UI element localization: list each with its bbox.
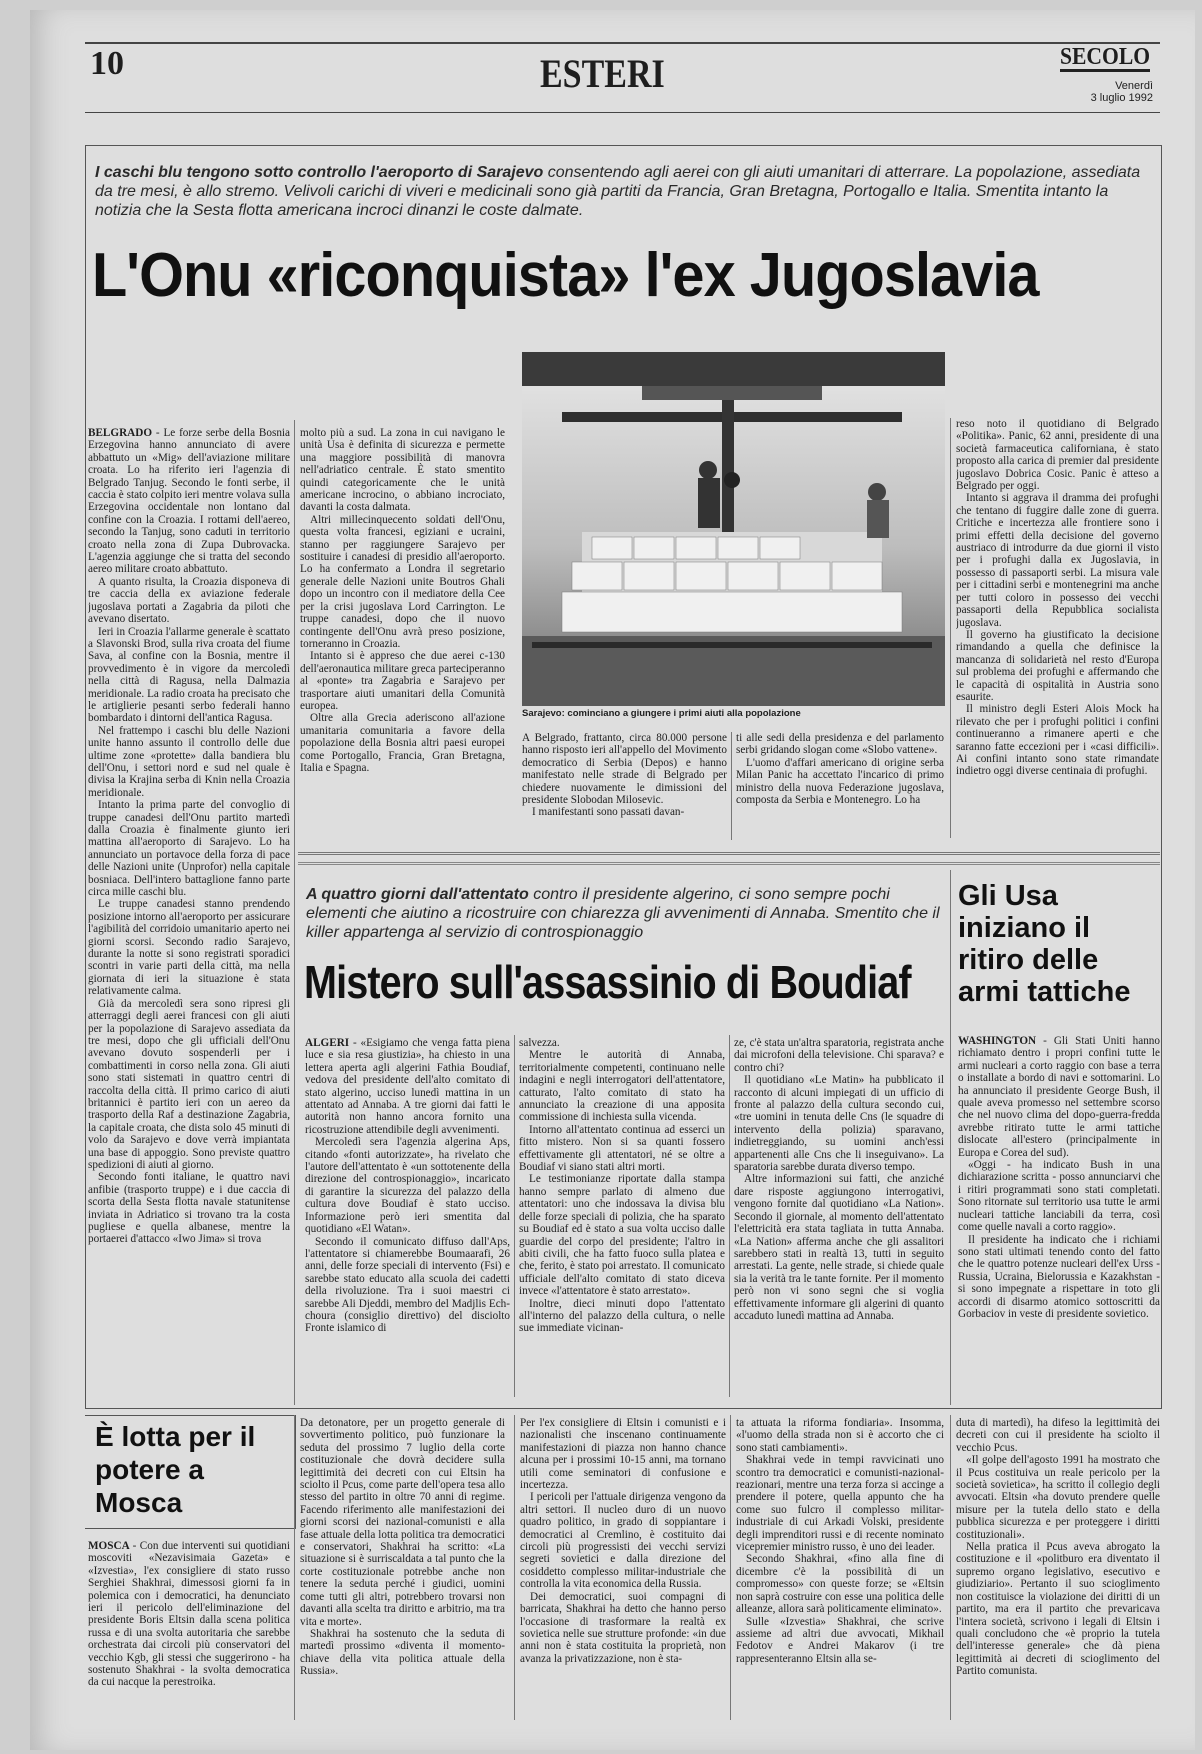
paragraph bbox=[734, 1037, 944, 1074]
paragraph-text: Oltre alla Grecia aderiscono all'azione umanitaria comunitaria a favore della popolazione della Bosnia altri paesi europei come Portogallo, Francia, Gran Bretagna, Italia e Spagna. bbox=[300, 712, 505, 774]
photo-caption: Sarajevo: cominciano a giungere i primi aiuti alla popolazione bbox=[522, 708, 801, 719]
column-divider bbox=[950, 418, 951, 838]
dateline: MOSCA bbox=[88, 1540, 133, 1552]
paragraph-text: Intorno all'attentato continua ad esserci un fitto mistero. Non si sa quanti fossero effettivamente gli attentatori, né se oltre a Boudiaf vi siano stati altri morti. bbox=[519, 1123, 725, 1174]
paragraph bbox=[305, 1037, 510, 1136]
main-article-intro bbox=[95, 163, 1145, 220]
paragraph-text: ti alle sedi della presidenza e del parlamento serbi gridando slogan come «Slobo vattene». bbox=[736, 732, 944, 757]
paragraph-text: Il governo ha giustificato la decisione rimandando a quella che definisce la mancanza di solidarietà nel resto d'Europa sul problema dei profughi e affermando che le capacità di ospitalità in Austria sono esaurite. bbox=[956, 628, 1159, 703]
paragraph-text: Altre informazioni sui fatti, che anziché dare risposte aggiungono interrogativi, vengono fornite dal quotidiano «La Nation». Secondo il giornale, al momento dell'attentato l'elettricità era stata tagliata in tutta Annaba. «La Nation» afferma anche che gli assalitori sarebbero stati in realtà 13, tutti in seguito arrestati. La gente, nelle strade, si chiede quale sia la verità tra le tante fornite. Per il momento però non vi sono segni che si voglia effettivamente informare gli algerini di quanto accaduto lunedì mattina ad Annaba. bbox=[734, 1173, 944, 1322]
mosca-col-1 bbox=[88, 1540, 290, 1718]
paragraph bbox=[736, 1454, 944, 1553]
paragraph-text: Shakhrai ha sostenuto che la seduta di martedì prossimo «diventa il momento-chiave della vita politica attuale della Russia». bbox=[300, 1627, 505, 1678]
paragraph-text: Per l'ex consigliere di Eltsin i comunisti e i nazionalisti che inscenano continuamente manifestazioni di piazza non hanno chance alcuna per i prossimi 10-15 anni, ma tornano utili come seminatori di confusione e incertezza. bbox=[520, 1417, 726, 1492]
intro-text: consentendo agli aerei con gli aiuti umanitari di atterrare. La popolazione, assediata da tre mesi, è allo stremo. Velivoli carichi di viveri e medicinali sono già partiti da Francia, Gran Bretagna, Portogallo e Italia. Smentita intanto la notizia che la Sesta flotta americana incroci dinanzi le coste dalmate. bbox=[95, 164, 1141, 219]
paragraph-text: Le testimonianze riportate dalla stampa hanno sempre parlato di almeno due attentatori: uno che indossava la divisa blu delle forze speciali di polizia, che ha sparato su Boudiaf ed è stato a sua volta ucciso dalle guardie del corpo del presidente; l'altro in abiti civili, che ha fatto fuoco sulla platea e che, ferito, è stato poi arrestato. Il comunicato ufficiale dell'alto comitato di stato diceva invece «l'attentatore è stato arrestato». bbox=[519, 1173, 725, 1298]
issue-date bbox=[1068, 80, 1153, 104]
usa-headline: Gli Usa iniziano il ritiro delle armi tattiche bbox=[958, 880, 1131, 1008]
intro-text: contro il presidente algerino, ci sono sempre pochi elementi che aiutino a ricostruire con chiarezza gli avvenimenti di Annaba. Smentito che il killer appartenga al servizio di controspionaggio bbox=[306, 886, 940, 941]
column-divider bbox=[514, 1035, 515, 1397]
paragraph-text: Mercoledì sera l'agenzia algerina Aps, citando «fonti autorizzate», ha rivelato che l'autore dell'attentato è «un sottotenente della direzione del controspionaggio», incaricato di garantire la sicurezza del palazzo della cultura dove Boudiaf è stato ucciso. Informazione però ieri smentita dal quotidiano «El Watan». bbox=[305, 1136, 510, 1236]
paragraph-text: Le truppe canadesi stanno prendendo posizione intorno all'aeroporto per assicurare l'agibilità del corridoio umanitario aperto nei giorni scorsi. Secondo radio Sarajevo, durante la notte si sono registrati sporadici scontri in varie parti della città, ma nella giornata di ieri la situazione è stata relativamente calma. bbox=[88, 898, 290, 998]
column-divider bbox=[294, 1415, 295, 1720]
paragraph bbox=[734, 1173, 944, 1322]
paragraph-text: Dei democratici, suoi compagni di barricata, Shakhrai ha detto che hanno perso l'occasione di trasformare la realtà ex sovietica nelle sue strutture profonde: «in due anni non è stata costituita la proprietà, non avanza la privatizzazione, non è sta- bbox=[520, 1590, 726, 1665]
paragraph bbox=[520, 1591, 726, 1665]
paragraph-text: - Gli Stati Uniti hanno richiamato dentro i propri confini tutte le armi nucleari a corto raggio con base a terra o installate a bordo di navi e sottomarini. Lo ha annunciato il presidente George Bush, il quale aveva promesso nel settembre scorso che nel nuovo clima del dopo-guerra-fredda avrebbe ritirato tutte le armi tattiche dislocate all'estero (principalmente in Europa e Corea del sud). bbox=[958, 1035, 1160, 1159]
paragraph-text: ze, c'è stata un'altra sparatoria, registrata anche dai microfoni della televisione. Chi sparava? e contro chi? bbox=[734, 1037, 944, 1074]
boudiaf-col-2 bbox=[519, 1037, 725, 1397]
mosca-col-2 bbox=[300, 1417, 505, 1720]
paragraph-text: Intanto si è appreso che due aerei c-130 dell'aeronautica militare greca parteciperanno al «ponte» tra Zagabria e Sarajevo per trasportare aiuti umanitari della Comunità europea. bbox=[300, 650, 505, 712]
dateline: ALGERI bbox=[305, 1037, 353, 1049]
page-number: 10 bbox=[90, 45, 124, 82]
column-divider bbox=[294, 420, 295, 1405]
paragraph-text: Sulle «Izvestia» Shakhrai, che scrive assieme ad altri due avvocati, Mikhail Fedotov e Andrei Makarov (i tre rappresenteranno Eltsin alla se- bbox=[736, 1615, 944, 1665]
boudiaf-intro bbox=[306, 885, 946, 942]
paragraph-text: «Oggi - ha indicato Bush in una dichiarazione scritta - posso annunciarvi che i ritiri programmati sono stati completati. Sono ritornate sul territorio usa tutte le armi nucleari tattiche lanciabili da terra, così come quelle navali a corto raggio». bbox=[958, 1159, 1160, 1234]
paragraph bbox=[522, 732, 727, 806]
main-headline: L'Onu «riconquista» l'ex Jugoslavia bbox=[92, 241, 1039, 310]
main-col-2 bbox=[300, 427, 505, 852]
mosca-col-4 bbox=[736, 1417, 944, 1720]
paragraph bbox=[300, 514, 505, 650]
paragraph bbox=[300, 1628, 505, 1678]
paragraph bbox=[519, 1037, 725, 1049]
paragraph bbox=[958, 1234, 1160, 1321]
paragraph bbox=[519, 1298, 725, 1335]
paragraph-text: Da detonatore, per un progetto generale di sovvertimento politico, può funzionare la seduta del prossimo 7 luglio della corte costituzionale che dovrà decidere sulla legittimità dei decreti con cui Eltsin ha sciolto il Pcus, come parte dell'opera tesa allo stesso del partito in oltre 70 anni di regime. Facendo riferimento alle manifestazioni dei giorni scorsi dei nazional-comunisti e alla fase attuale della lotta politica tra democratici e conservatori, Shakhrai ha scritto: «La situazione si è surriscaldata a tal punto che la corte costituzionale potrebbe anche non tenere la seduta perché i giudici, uomini come tutti gli altri, potrebbero trovarsi non davanti alla scelta tra diritto e arbitrio, ma tra vita e morte». bbox=[300, 1417, 505, 1628]
paragraph bbox=[300, 650, 505, 712]
paragraph-text: «Il golpe dell'agosto 1991 ha mostrato che il Pcus costituiva un reale pericolo per la società sovietica», ha scritto il collegio degli avvocati. Eltsin «ha dovuto prendere quelle misure per la tutela dello stato e della pubblica sicurezza e per proteggere i diritti costituzionali». bbox=[956, 1454, 1160, 1541]
paragraph bbox=[519, 1049, 725, 1123]
paragraph-text: Secondo fonti italiane, le quattro navi anfibie (trasporto truppe) e i due caccia di scorta della Sesta flotta navale statunitense inviata in Adriatico si trovano tra la costa pugliese e quella albanese, mentre la portaerei d'attacco «Iwo Jima» si trova bbox=[88, 1171, 290, 1246]
mosca-col-5 bbox=[956, 1417, 1160, 1720]
paragraph-text: duta di martedì), ha difeso la legittimità dei decreti con cui il presidente ha sciolto il vecchio Pcus. bbox=[956, 1417, 1160, 1454]
paragraph-text: Il ministro degli Esteri Alois Mock ha rilevato che per i profughi politici i confini continueranno a rimanere aperti e che saranno fatte eccezioni per i «casi difficili». Ai confini intanto sono state rimandate indietro oggi diverse centinaia di profughi. bbox=[956, 703, 1159, 778]
paragraph-text: salvezza. bbox=[519, 1037, 560, 1049]
paragraph bbox=[88, 1540, 290, 1689]
dateline: WASHINGTON bbox=[958, 1035, 1044, 1047]
main-col-5 bbox=[956, 418, 1159, 838]
paragraph-text: Nel frattempo i caschi blu delle Nazioni unite hanno assunto il controllo delle due ultime zone «protette» dalla bandiera blu dell'Onu, i settori nord e sud nel quale è divisa la Krajina serba di Knin nella Croazia meridionale. bbox=[88, 724, 290, 799]
date: 3 luglio 1992 bbox=[1090, 92, 1153, 104]
paragraph bbox=[88, 898, 290, 997]
paragraph bbox=[88, 576, 290, 626]
paragraph bbox=[956, 1417, 1160, 1454]
paragraph bbox=[958, 1035, 1160, 1159]
mosca-headline: È lotta per il potere a Mosca bbox=[95, 1421, 256, 1518]
paragraph bbox=[519, 1124, 725, 1174]
paragraph-text: reso noto il quotidiano di Belgrado «Politika». Panic, 62 anni, presidente di una società farmaceutica californiana, è stato proposto alla carica di premier dal presidente jugoslavo Dobrica Cosic. Panic è atteso a Belgrado per oggi. bbox=[956, 418, 1159, 493]
column-divider bbox=[514, 1415, 515, 1720]
main-col-3 bbox=[522, 732, 727, 842]
paragraph bbox=[88, 998, 290, 1172]
column-divider bbox=[731, 732, 732, 840]
column-divider bbox=[729, 1035, 730, 1397]
paragraph bbox=[956, 629, 1159, 703]
paragraph-text: Ieri in Croazia l'allarme generale è scattato a Slavonski Brod, sulla riva croata del fiume Sava, al confine con la Bosnia, mentre il provvedimento è in vigore da mercoledì nella città di Ragusa, nella Dalmazia meridionale. La radio croata ha precisato che le artiglierie pesanti serbo federali hanno bombardato i dintorni dell'antica Ragusa. bbox=[88, 625, 290, 725]
paragraph bbox=[956, 1541, 1160, 1677]
paragraph bbox=[956, 1454, 1160, 1541]
paragraph-text: Il quotidiano «Le Matin» ha pubblicato il racconto di alcuni impiegati di un ufficio di fronte al palazzo della cultura secondo cui, «tre uomini in tenuta delle Cns (le squadre di intervento della polizia) sparavano, indietreggiando, su uomini anch'essi appartenenti alle Cns che li inseguivano». La sparatoria sarebbe durata diverso tempo. bbox=[734, 1074, 944, 1174]
paragraph-text: Intanto si aggrava il dramma dei profughi che tentano di fuggire dalle zone di guerra. Critiche e incertezza alle frontiere sono i primi effetti della decisione del governo austriaco di introdurre da due giorni il visto per i profughi dalla ex Jugoslavia, in possesso di passaporti serbi. La misura vale per i cittadini serbi e montenegrini ma anche per tutti coloro in possesso dei vecchi passaporti della Repubblica socialista jugoslava. bbox=[956, 492, 1159, 629]
usa-body bbox=[958, 1035, 1160, 1397]
paragraph-text: molto più a sud. La zona in cui navigano le unità Usa è definita di sicurezza e permette una maggiore possibilità di manovra nell'adriatico centrale. È stato smentito quindi categoricamente che le unità americane incrocino, o abbiano incrociato, davanti la costa dalmata. bbox=[300, 427, 505, 514]
column-divider bbox=[730, 1415, 731, 1720]
main-col-4 bbox=[736, 732, 944, 842]
paragraph-text: - «Esigiamo che venga fatta piena luce e sia resa giustizia», ha chiesto in una lettera aperta agli algerini Fathia Boudiaf, vedova del presidente dell'alto comitato di stato algerino, ucciso lunedì mattina in un attentato ad Annaba. A tre giorni dai fatti le autorità non hanno ancora fornito una ricostruzione attendibile degli avvenimenti. bbox=[305, 1037, 510, 1136]
paragraph bbox=[958, 1159, 1160, 1233]
paragraph-text: ta attuata la riforma fondiaria». Insomma, «l'uomo della strada non si è accorto che ci sono stati cambiamenti». bbox=[736, 1417, 944, 1454]
paragraph bbox=[956, 703, 1159, 777]
paragraph bbox=[88, 799, 290, 898]
separator bbox=[298, 852, 1160, 855]
paragraph bbox=[300, 427, 505, 514]
top-rule bbox=[85, 42, 1160, 44]
paragraph-text: L'uomo d'affari americano di origine serba Milan Panic ha accettato l'incarico di primo ministro della nuova Federazione jugoslava, composta da Serbia e Montenegro. Lo ha bbox=[736, 756, 944, 807]
paragraph bbox=[305, 1236, 510, 1335]
dateline: BELGRADO bbox=[88, 427, 156, 439]
paragraph-text: Mentre le autorità di Annaba, territorialmente competenti, continuano nelle indagini e negli interrogatori dell'attentatore, catturato, l'alto comitato di stato ha annunciato la creazione di una apposita commissione di inchiesta sulla vicenda. bbox=[519, 1049, 725, 1124]
paragraph bbox=[519, 1173, 725, 1297]
paragraph bbox=[300, 712, 505, 774]
paragraph bbox=[956, 418, 1159, 492]
paragraph bbox=[88, 427, 290, 576]
paragraph bbox=[88, 1171, 290, 1245]
paragraph-text: Intanto la prima parte del convoglio di truppe canadesi dell'Onu partito martedì dalla Croazia è finalmente giunto ieri mattina all'aeroporto di Sarajevo. Lo ha annunciato un portavoce della forza di pace delle Nazioni unite (Unprofor) nella capitale bosniaca. Dell'intero battaglione fanno parte circa mille caschi blu. bbox=[88, 799, 290, 899]
paragraph bbox=[522, 806, 727, 818]
paragraph-text: Nella pratica il Pcus aveva abrogato la costituzione e il «politburo era diventato il supremo organo legislativo, esecutivo e giudiziario». Pertanto il suo scioglimento non costituisce la violazione dei diritti di un partito, ma era il partito che prevaricava l'intera società, scrivono i legali di Eltsin i quali concludono che «è proprio la tutela dell'interesse generale» che dà piena legittimità ai decreti di scioglimento del Partito comunista. bbox=[956, 1541, 1160, 1678]
news-photo bbox=[522, 352, 945, 706]
paragraph bbox=[88, 626, 290, 725]
boudiaf-col-1 bbox=[305, 1037, 510, 1397]
paragraph-text: Secondo il comunicato diffuso dall'Aps, l'attentatore si chiamerebbe Boumaarafi, 26 anni, delle forze speciali di intervento (Fsi) e sarebbe stato educato alla scuola dei cadetti della rivoluzione. Tra i suoi maestri ci sarebbe Ali Djeddi, membro del Madjlis Ech-choura (consiglio direttivo) del disciolto Fronte islamico di bbox=[305, 1235, 510, 1335]
paragraph bbox=[736, 1616, 944, 1666]
paragraph-text: Altri millecinquecento soldati dell'Onu, questa volta francesi, egiziani e ucraini, stanno per raggiungere Sarajevo per sostituire i canadesi di presidio all'aeroporto. Lo ha confermato a Londra il segretario generale delle Nazioni unite Boutros Ghali dopo un incontro con il mediatore della Cee per la crisi jugoslava Lord Carrington. Le truppe canadesi, dopo che il nuovo contingente dell'Onu avrà preso posizione, torneranno in Croazia. bbox=[300, 513, 505, 650]
intro-bold: A quattro giorni dall'attentato bbox=[306, 886, 529, 903]
paragraph bbox=[736, 757, 944, 807]
paragraph bbox=[88, 725, 290, 799]
paragraph-text: Shakhrai vede in tempi ravvicinati uno scontro tra democratici e comunisti-nazional-reazionari, mentre una terza forza si accinge a prendere il potere, quella appunto che ha come suo fulcro il complesso militar-industriale di cui Arkadi Volski, presidente degli imprenditori russi e di recente nominato vicepremier ministro russo, è uno dei leader. bbox=[736, 1454, 944, 1554]
boudiaf-headline: Mistero sull'assassinio di Boudiaf bbox=[304, 956, 911, 1008]
paragraph bbox=[736, 1553, 944, 1615]
paragraph-text: A Belgrado, frattanto, circa 80.000 persone hanno risposto ieri all'appello del Movimento democratico di Serbia (Depos) e hanno manifestato nelle strade di Belgrado per chiedere nuovamente le dimissioni del presidente Slobodan Milosevic. bbox=[522, 732, 727, 807]
paragraph bbox=[300, 1417, 505, 1628]
paragraph-text: Secondo Shakhrai, «fino alla fine di dicembre c'è la possibilità di un compromesso» con queste forze; se «Eltsin non saprà costruire con esse una politica delle alleanze, allora sarà politicamente eliminato». bbox=[736, 1553, 944, 1616]
paragraph bbox=[956, 492, 1159, 628]
masthead-rule bbox=[85, 112, 1160, 113]
paragraph-text: Inoltre, dieci minuti dopo l'attentato all'interno del palazzo della cultura, o nelle sue immediate vicinan- bbox=[519, 1297, 725, 1335]
paragraph-text: Già da mercoledì sera sono ripresi gli atterraggi degli aerei francesi con gli aiuti per la popolazione di Sarajevo assediata da tre mesi, dopo che gli ufficiali dell'Onu avevano dovuto sospenderli per i combattimenti in corso nella zona. Gli aiuti sono stati sistemati in quattro centri di raccolta della città. Il primo carico di aiuti britannici è partito ieri con un aereo da trasporto della Raf a destinazione Zagabria, la capitale croata, che dista solo 45 minuti di volo da Sarajevo e dove verrà impiantata una base di appoggio. Sono previste quattro spedizioni di aiuti al giorno. bbox=[88, 997, 290, 1171]
paragraph-text: I manifestanti sono passati davan- bbox=[532, 806, 685, 819]
paragraph bbox=[305, 1136, 510, 1235]
column-divider bbox=[950, 870, 951, 1405]
separator bbox=[298, 862, 1160, 865]
boudiaf-col-3 bbox=[734, 1037, 944, 1397]
paragraph-text: A quanto risulta, la Croazia disponeva di tre caccia della ex aviazione federale jugoslava portati a Zagabria da piloti che avevano disertato. bbox=[88, 575, 290, 626]
newspaper-logo: SECOLO bbox=[1060, 44, 1151, 70]
section-title: ESTERI bbox=[540, 51, 665, 96]
intro-bold: I caschi blu tengono sotto controllo l'aeroporto di Sarajevo bbox=[95, 164, 544, 181]
paragraph-text: I pericoli per l'attuale dirigenza vengono da altri settori. Il nucleo duro di un nuovo quadro politico, in grado di soppiantare i democratici al Cremlino, è costituito dai circoli più progressisti dei vecchi servizi segreti sovietici e dalla direzione del cosiddetto complesso militar-industriale che controlla la vita economica della Russia. bbox=[520, 1491, 726, 1591]
paragraph-text: - Con due interventi sui quotidiani moscoviti «Nezavisimaia Gazeta» e «Izvestia», l'ex consigliere di stato russo Serghiei Shakhrai, dimessosi giorni fa in polemica con i democratici, ha denunciato ieri il pericolo dell'eliminazione del presidente Boris Eltsin dalla scena politica russa e di una svolta autoritaria che sarebbe orchestrata dai circoli più conservatori del vecchio Kgb, gli stessi che suggerirono - ha sostenuto Shakhrai - la svolta democratica da cui nacque la perestroika. bbox=[88, 1540, 290, 1689]
paragraph bbox=[736, 1417, 944, 1454]
paragraph bbox=[520, 1491, 726, 1590]
weekday: Venerdì bbox=[1115, 80, 1153, 92]
column-divider bbox=[950, 1415, 951, 1720]
paragraph bbox=[736, 732, 944, 757]
paragraph bbox=[734, 1074, 944, 1173]
paragraph bbox=[520, 1417, 726, 1491]
paragraph-text: Il presidente ha indicato che i richiami sono stati ultimati tenendo conto del fatto che le quattro potenze nucleari dell'ex Urss - Russia, Ucraina, Bielorussia e Kazakhstan - si sono impegnate a rispettare in toto gli accordi di disarmo atomico sottoscritti da Gorbaciov in veste di presidente sovietico. bbox=[958, 1233, 1160, 1320]
paragraph-text: - Le forze serbe della Bosnia Erzegovina hanno annunciato di avere abbattuto un «Mig» dell'aviazione militare croata. Lo ha riferito ieri l'agenzia di Belgrado Tanjug. Secondo le fonti serbe, il caccia è stato colpito ieri mentre volava sulla Erzegovina occidentale non lontano dal confine con la Croazia. I rottami dell'aereo, secondo la Tanjug, sono caduti in territorio croato nella zona di Zupa Dubrovacka. L'agenzia aggiunge che si tratta del secondo aereo militare croato abbattuto. bbox=[88, 427, 290, 576]
mosca-col-3 bbox=[520, 1417, 726, 1720]
main-col-1 bbox=[88, 427, 290, 1402]
